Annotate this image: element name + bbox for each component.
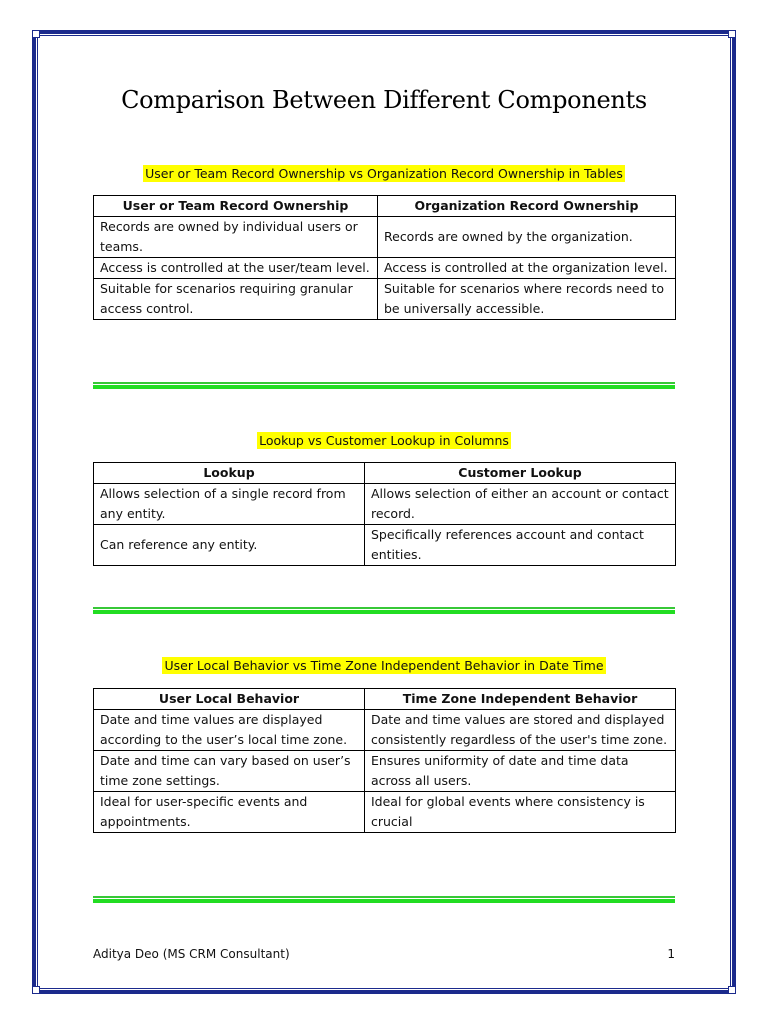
page-title: Comparison Between Different Components xyxy=(121,86,647,114)
table-cell: Date and time values are stored and displayed consistently regardless of the user's time zone. xyxy=(365,710,676,751)
table-row xyxy=(94,484,676,525)
table-header-row xyxy=(94,196,676,217)
section-heading-ownership xyxy=(0,166,768,181)
table-cell: Ensures uniformity of date and time data across all users. xyxy=(365,751,676,792)
datetime-behavior-table xyxy=(93,688,676,833)
table-cell: Access is controlled at the organization level. xyxy=(378,258,676,279)
column-header: User Local Behavior xyxy=(94,689,365,710)
table-cell: Records are owned by the organization. xyxy=(378,217,676,258)
table-row xyxy=(94,792,676,833)
table-cell: Access is controlled at the user/team level. xyxy=(94,258,378,279)
table-cell: Ideal for user-specific events and appointments. xyxy=(94,792,365,833)
table-row xyxy=(94,258,676,279)
table-cell: Allows selection of either an account or contact record. xyxy=(365,484,676,525)
column-header: Time Zone Independent Behavior xyxy=(365,689,676,710)
table-row xyxy=(94,279,676,320)
table-cell: Date and time values are displayed according to the user’s local time zone. xyxy=(94,710,365,751)
footer-author: Aditya Deo (MS CRM Consultant) xyxy=(93,947,290,961)
footer-page-number: 1 xyxy=(667,947,675,961)
table-cell: Suitable for scenarios where records need to be universally accessible. xyxy=(378,279,676,320)
table-cell: Records are owned by individual users or teams. xyxy=(94,217,378,258)
table-row xyxy=(94,525,676,566)
border-corner-bottom-left xyxy=(32,986,40,994)
table-cell: Can reference any entity. xyxy=(94,525,365,566)
section-heading-datetime xyxy=(0,658,768,673)
table-header-row xyxy=(94,689,676,710)
ownership-comparison-table xyxy=(93,195,676,320)
table-cell: Allows selection of a single record from any entity. xyxy=(94,484,365,525)
table-row xyxy=(94,710,676,751)
section-divider xyxy=(93,896,675,903)
table-row xyxy=(94,751,676,792)
section-heading-text: User Local Behavior vs Time Zone Independent Behavior in Date Time xyxy=(164,658,604,673)
column-header: Lookup xyxy=(94,463,365,484)
table-header-row xyxy=(94,463,676,484)
border-corner-top-left xyxy=(32,30,40,38)
table-row xyxy=(94,217,676,258)
section-heading-lookup xyxy=(0,433,768,448)
column-header: Organization Record Ownership xyxy=(378,196,676,217)
section-divider xyxy=(93,382,675,389)
column-header: Customer Lookup xyxy=(365,463,676,484)
border-corner-top-right xyxy=(728,30,736,38)
lookup-comparison-table xyxy=(93,462,676,566)
section-heading-text: Lookup vs Customer Lookup in Columns xyxy=(259,433,509,448)
table-cell: Ideal for global events where consistency is crucial xyxy=(365,792,676,833)
table-cell: Date and time can vary based on user’s time zone settings. xyxy=(94,751,365,792)
table-cell: Specifically references account and contact entities. xyxy=(365,525,676,566)
table-cell: Suitable for scenarios requiring granular access control. xyxy=(94,279,378,320)
column-header: User or Team Record Ownership xyxy=(94,196,378,217)
border-corner-bottom-right xyxy=(728,986,736,994)
section-divider xyxy=(93,607,675,614)
section-heading-text: User or Team Record Ownership vs Organization Record Ownership in Tables xyxy=(145,166,623,181)
